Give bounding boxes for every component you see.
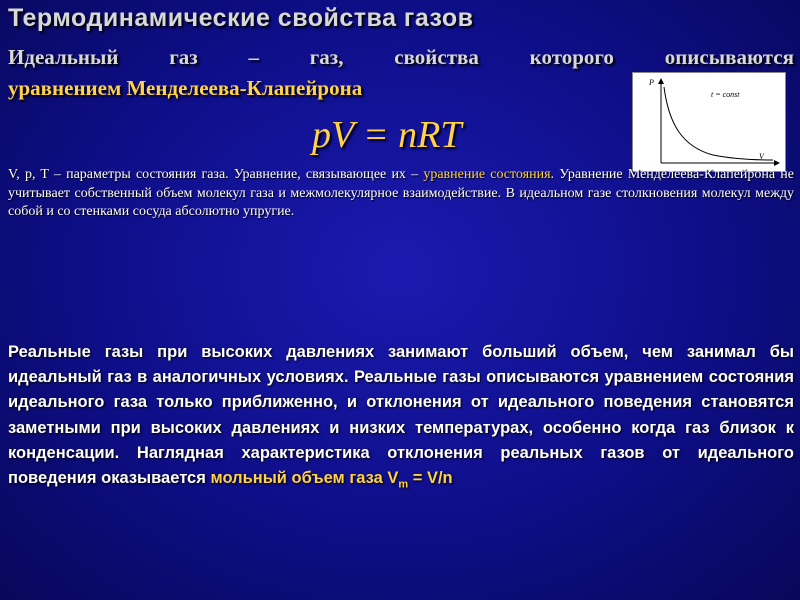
isotherm-graph xyxy=(632,72,786,172)
equation-of-state-highlight: уравнение состояния xyxy=(423,167,551,182)
subtitle-line-1: Идеальный газ – газ, свойства которого описываются xyxy=(8,45,794,69)
real-gases-paragraph xyxy=(8,340,794,498)
isotherm-svg xyxy=(633,73,785,171)
molar-volume-subscript: m xyxy=(398,478,409,491)
molar-volume-text: мольный объем газа V xyxy=(210,469,399,488)
molar-volume-highlight xyxy=(210,469,453,491)
paragraph1-text-start: V, p, T – параметры состояния газа. Уравнение, связывающее их – xyxy=(8,167,424,182)
ideal-gas-equation: pV = nRT xyxy=(312,114,462,156)
slide-title: Термодинамические свойства газов xyxy=(8,4,474,32)
x-axis-label: V xyxy=(759,152,764,161)
subtitle-line-2: уравнением Менделеева-Клапейрона xyxy=(8,76,363,100)
constant-temperature-label: t = const xyxy=(711,90,740,99)
molar-volume-formula: = V/n xyxy=(408,469,453,488)
paragraph1-text-end: . Уравнение Менделеева-Клапейрона не учитывает собственный объем молекул газа и межмолекулярное взаимодействие. В идеальном газе столкновения молекул между собой и со стенками сосуда абсолютно упругие. xyxy=(8,167,794,219)
state-parameters-paragraph xyxy=(8,166,794,222)
y-axis-label: P xyxy=(649,78,654,87)
paragraph2-text: Реальные газы при высоких давлениях занимают больший объем, чем занимал бы идеальный газ в аналогичных условиях. Реальные газы описываются уравнением состояния идеального газа только приближенно, и отклонения от идеального поведения становятся заметными при высоких давлениях и низких температурах, особенно когда газ близок к конденсации. Наглядная характеристика отклонения реальных газов от идеального поведения оказывается xyxy=(8,343,794,488)
